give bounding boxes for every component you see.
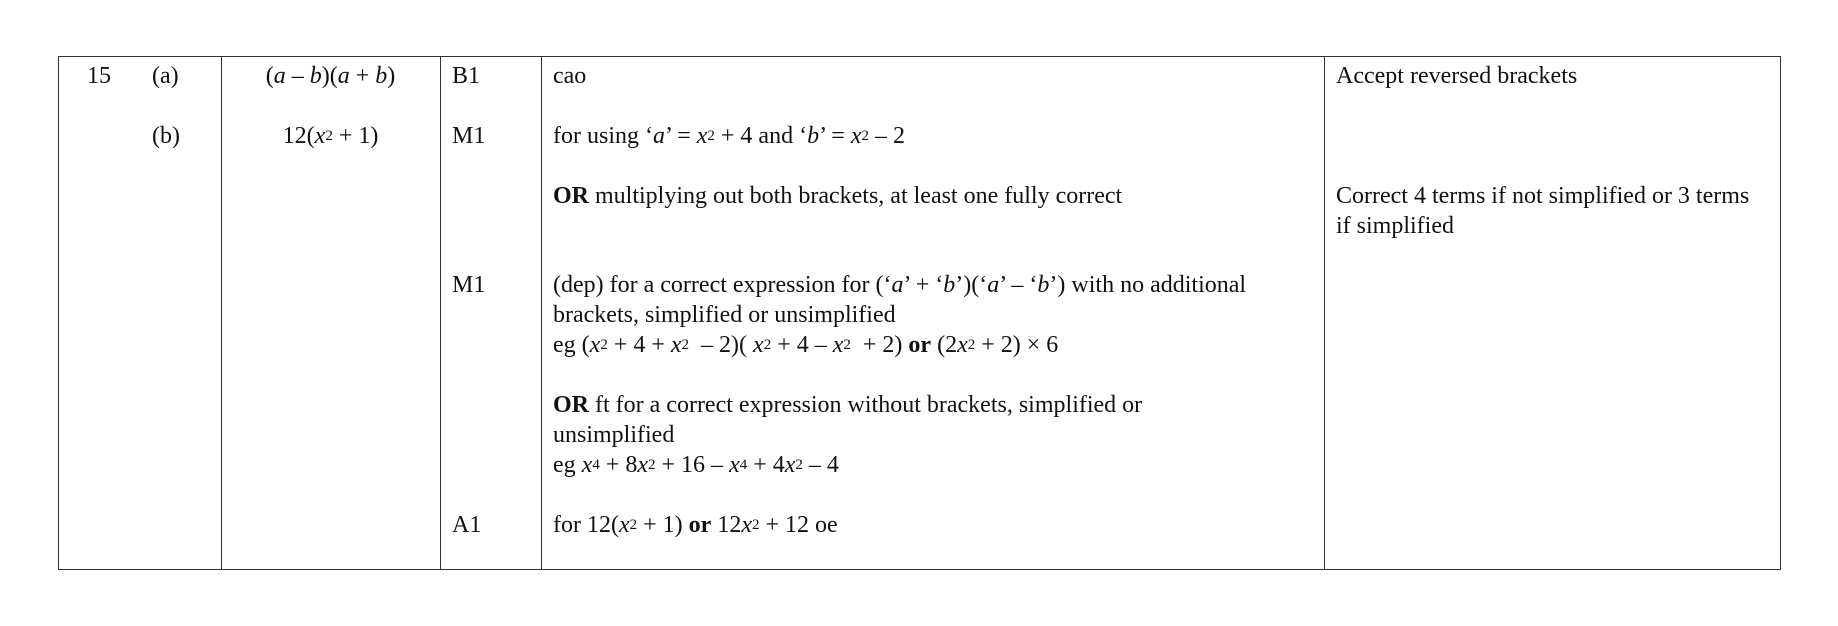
part-b-label: (b) xyxy=(152,123,180,149)
part-b-answer: $12(x^2 + 1)$ xyxy=(282,123,379,149)
part-b-m1-second-mark: M1 xyxy=(452,272,486,298)
part-b-m1-first-mark: M1 xyxy=(452,123,486,149)
part-a-notes: cao xyxy=(553,63,587,89)
part-b-m1-first-alternative: OR multiplying out both brackets, at least one fully correct xyxy=(553,183,1123,209)
part-b-m1-second-text: (dep) for a correct expression for (‘a’ + ‘b’)(‘a’ – ‘b’) with no additional brackets, simplified or unsimplified xyxy=(553,272,1247,328)
part-a-guidance: Accept reversed brackets xyxy=(1336,63,1578,89)
part-b-m1-first-text: for using ‘a’ = $x^2 + 4$ and ‘b’ = $x^2 - 2$ xyxy=(553,123,905,149)
part-b-m1-second-alternative: OR ft for a correct expression without brackets, simplified or unsimplified xyxy=(553,392,1143,448)
part-b-m1-second-example: eg $(x^2 + 4 + x^2 - 2)$( $x^2 + 4 - x^2 + 2$) or $(2x^2 + 2) \times 6$ xyxy=(553,332,1059,358)
part-a-label: (a) xyxy=(152,63,179,89)
column-divider xyxy=(541,57,542,569)
part-a-mark: B1 xyxy=(452,63,481,89)
part-a-answer: (a – b)(a + b) xyxy=(265,63,396,89)
column-divider xyxy=(440,57,441,569)
mark-scheme-table xyxy=(58,56,1781,570)
part-b-a1-text: for $12(x^2 + 1)$ or $12x^2 + 12$ oe xyxy=(553,512,838,538)
part-b-m1-second-example-2: eg $x^4 + 8x^2 + 16 - x^4 + 4x^2 - 4$ xyxy=(553,452,839,478)
part-b-m1-first-guidance: Correct 4 terms if not simplified or 3 terms if simplified xyxy=(1336,183,1750,239)
column-divider xyxy=(1324,57,1325,569)
part-b-a1-mark: A1 xyxy=(452,512,482,538)
question-number: 15 xyxy=(87,63,111,89)
